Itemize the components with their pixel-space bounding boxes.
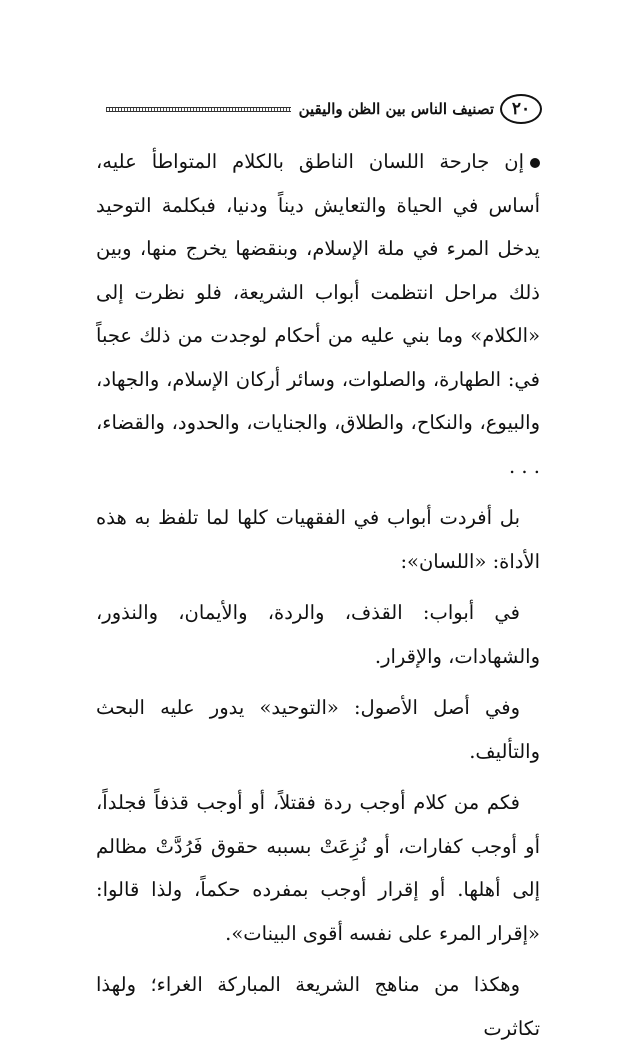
running-title: تصنيف الناس بين الظن واليقين <box>298 100 494 118</box>
paragraph-1 <box>96 140 540 488</box>
paragraph-1-text: إن جارحة اللسان الناطق بالكلام المتواطأ عليه، أساس في الحياة والتعايش ديناً ودنيا، فبكلمة التوحيد يدخل المرء في ملة الإسلام، وبنقضها يخرج منها، وبين ذلك مراحل انتظمت أبواب الشريعة، فلو نظرت إلى «الكلام» وما بني عليه من أحكام لوجدت من ذلك عجباً في: الطهارة، والصلوات، وسائر أركان الإسلام، والجهاد، والبيوع، والنكاح، والطلاق، والجنايات، والحدود، والقضاء، . . . <box>96 150 540 478</box>
paragraph-3: في أبواب: القذف، والردة، والأيمان، والنذور، والشهادات، والإقرار. <box>96 601 540 668</box>
paragraph-6: وهكذا من مناهج الشريعة المباركة الغراء؛ ولهذا تكاثرت <box>96 973 540 1040</box>
paragraph-2: بل أفردت أبواب في الفقهيات كلها لما تلفظ به هذه الأداة: «اللسان»: <box>96 506 540 573</box>
paragraph-4: وفي أصل الأصول: «التوحيد» يدور عليه البحث والتأليف. <box>96 696 540 763</box>
page-body <box>96 140 540 1058</box>
paragraph-5: فكم من كلام أوجب ردة فقتلاً، أو أوجب قذفاً فجلداً، أو أوجب كفارات، أو نُزِعَتْ بسببه حقوق فَرُدَّتْ مظالم إلى أهلها. أو إقرار أوجب بمفرده حكماً، ولذا قالوا: «إقرار المرء على نفسه أقوى البينات». <box>96 791 540 945</box>
page-number: ٢٠ <box>500 94 542 124</box>
header-rule <box>106 107 291 112</box>
page-header <box>102 92 542 126</box>
bullet-icon <box>530 158 540 168</box>
